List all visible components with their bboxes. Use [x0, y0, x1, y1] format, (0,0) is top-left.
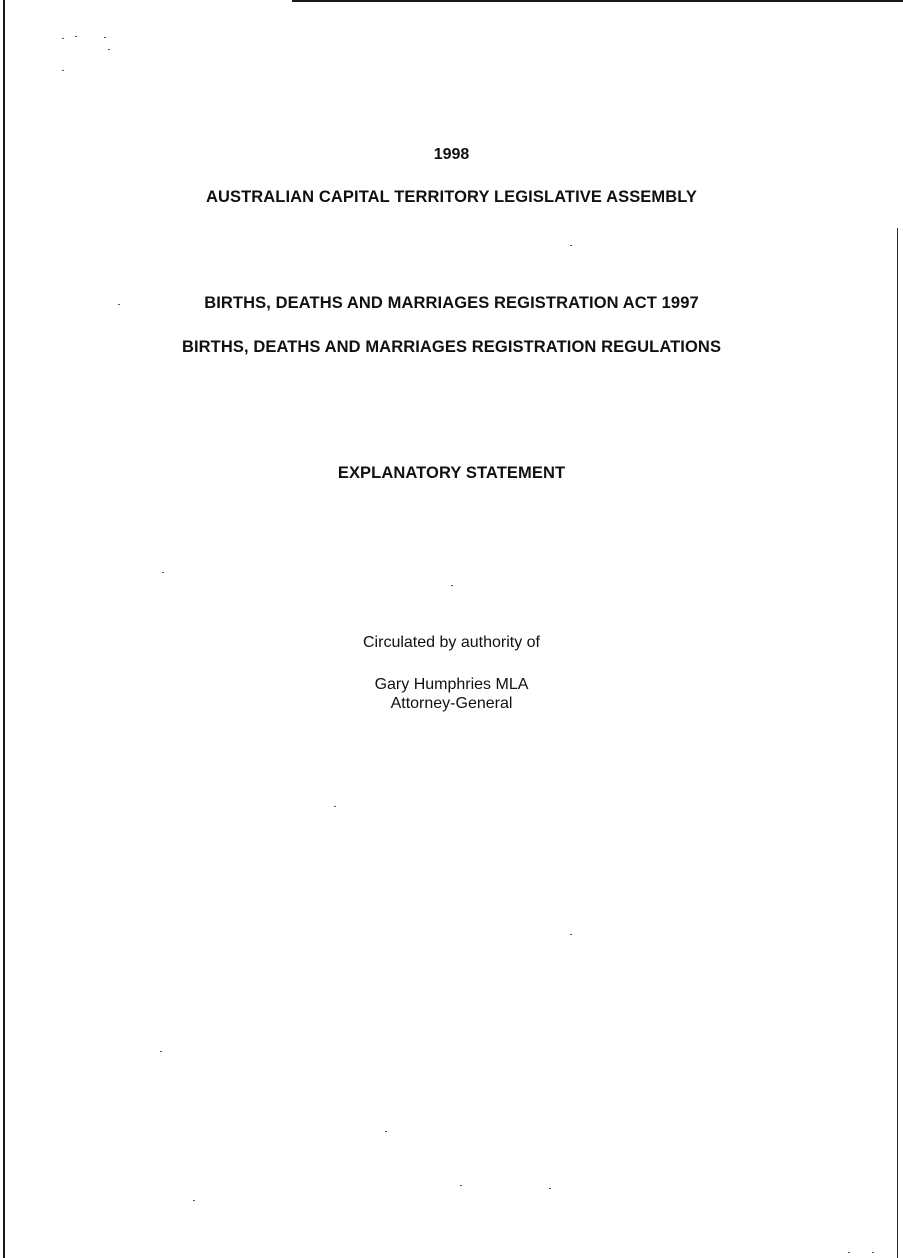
scan-speck: [570, 934, 572, 935]
minister-role: Attorney-General: [390, 695, 513, 712]
scan-speck: [62, 70, 64, 71]
minister-name: Gary Humphries MLA: [374, 676, 529, 693]
scan-speck: [334, 806, 336, 807]
scan-edge-top: [292, 0, 903, 2]
statement-title: EXPLANATORY STATEMENT: [337, 464, 566, 482]
scan-speck: [385, 1131, 387, 1132]
scan-speck: [62, 38, 64, 39]
scan-speck: [460, 1185, 462, 1186]
act-title: BIRTHS, DEATHS AND MARRIAGES REGISTRATION ACT 1997: [204, 294, 699, 312]
scan-edge-right: [897, 228, 898, 1258]
assembly-heading: AUSTRALIAN CAPITAL TERRITORY LEGISLATIVE ASSEMBLY: [205, 188, 698, 206]
scan-speck: [75, 36, 77, 37]
circulated-by-text: Circulated by authority of: [363, 634, 540, 651]
scan-speck: [848, 1252, 850, 1253]
scan-speck: [160, 1051, 162, 1052]
document-year: 1998: [433, 146, 470, 163]
scan-speck: [570, 245, 572, 246]
scan-speck: [104, 37, 106, 38]
regulations-title: BIRTHS, DEATHS AND MARRIAGES REGISTRATION REGULATIONS: [181, 338, 722, 356]
scan-speck: [549, 1188, 551, 1189]
scan-speck: [108, 49, 110, 50]
scan-speck: [872, 1252, 874, 1253]
scan-speck: [162, 572, 164, 573]
scan-speck: [451, 585, 453, 586]
scan-speck: [193, 1200, 195, 1201]
